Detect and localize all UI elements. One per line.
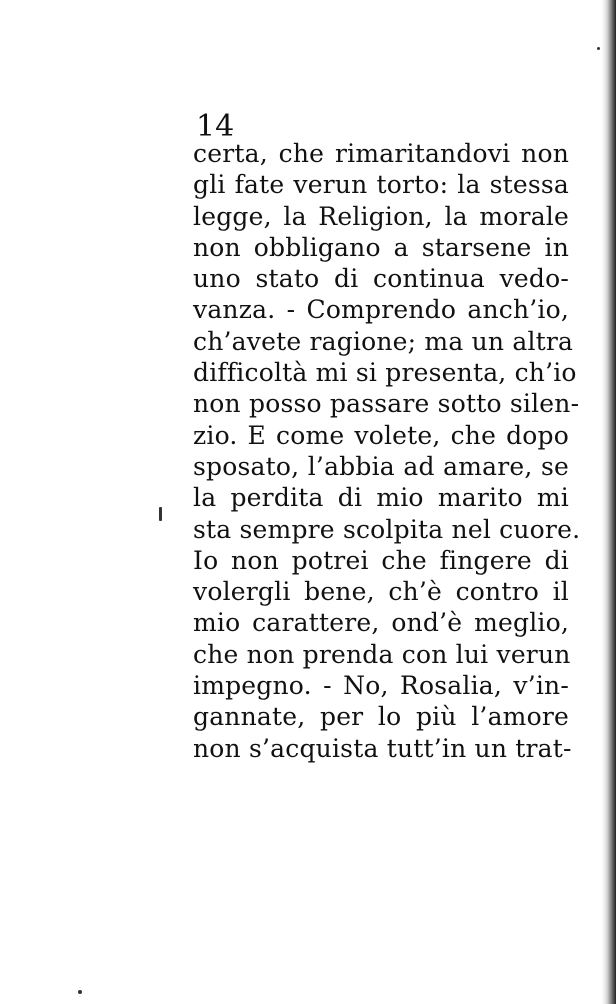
text-line-18: impegno. - No, Rosalia, v’in- xyxy=(193,671,569,701)
margin-ink-speck xyxy=(159,507,162,521)
text-line-10: zio. E come volete, che dopo xyxy=(193,420,569,450)
page-number: 14 xyxy=(196,109,235,144)
text-line-12: la perdita di mio marito mi xyxy=(193,483,569,513)
margin-ink-speck xyxy=(597,47,600,50)
body-text xyxy=(193,138,581,764)
page-binding-edge xyxy=(602,0,616,1004)
margin-ink-speck xyxy=(78,990,82,994)
text-line-17: che non prenda con lui verun xyxy=(193,639,571,669)
text-line-6: vanza. - Comprendo anch’io, xyxy=(193,295,569,325)
text-line-19: gannate, per lo più l’amore xyxy=(193,702,569,732)
text-line-11: sposato, l’abbia ad amare, se xyxy=(193,451,569,481)
text-line-1: certa, che rimaritandovi non xyxy=(193,139,569,168)
text-line-9: non posso passare sotto silen- xyxy=(193,389,580,419)
text-line-7: ch’avete ragione; ma un altra xyxy=(193,326,574,356)
text-line-13: sta sempre scolpita nel cuore. xyxy=(193,514,581,544)
text-line-5: uno stato di continua vedo- xyxy=(193,264,569,294)
text-line-16: mio carattere, ond’è meglio, xyxy=(193,608,569,638)
text-line-4: non obbligano a starsene in xyxy=(193,232,569,262)
text-line-8: difficoltà mi si presenta, ch’io xyxy=(193,358,577,388)
text-line-20: non s’acquista tutt’in un trat- xyxy=(193,733,572,763)
text-line-14: Io non potrei che fingere di xyxy=(193,545,569,575)
text-line-2: gli fate verun torto: la stessa xyxy=(193,170,569,200)
text-line-15: volergli bene, ch’è contro il xyxy=(193,577,569,607)
text-line-3: legge, la Religion, la morale xyxy=(193,201,569,231)
